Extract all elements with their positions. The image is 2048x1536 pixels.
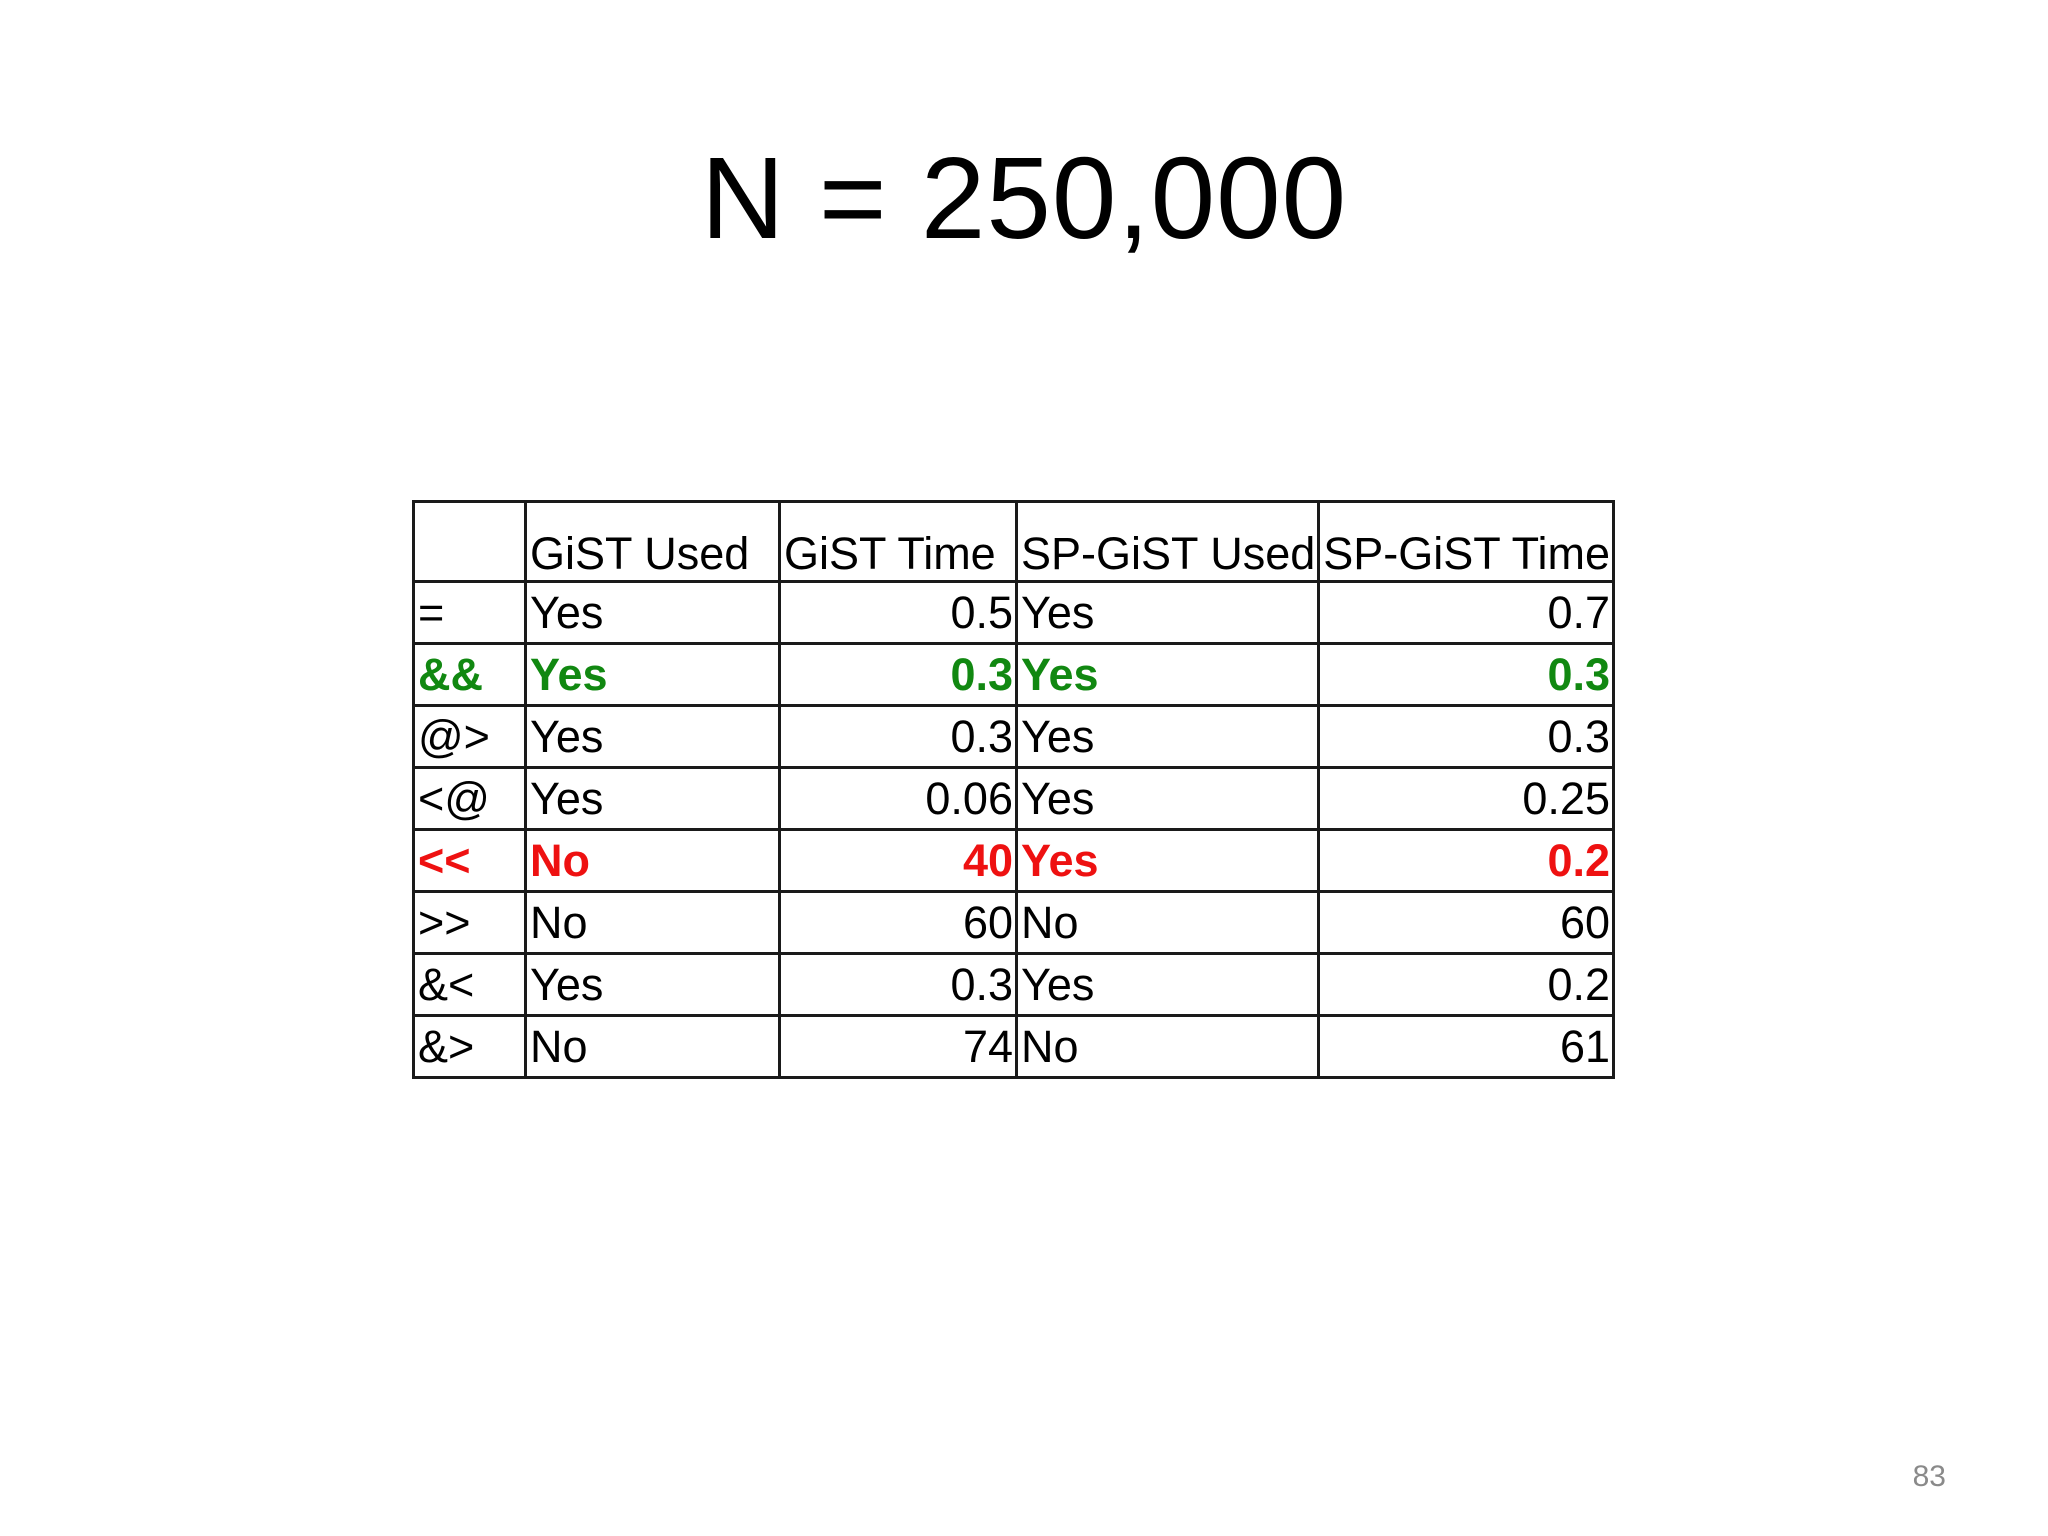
cell-spgist-time: 61 [1319, 1016, 1614, 1078]
header-cell-spgist-used: SP-GiST Used [1017, 502, 1319, 582]
cell-gist-time: 0.3 [780, 706, 1017, 768]
cell-gist-time: 0.06 [780, 768, 1017, 830]
cell-spgist-time: 0.2 [1319, 954, 1614, 1016]
cell-gist-used: Yes [526, 768, 780, 830]
cell-gist-used: No [526, 892, 780, 954]
cell-gist-time: 74 [780, 1016, 1017, 1078]
slide-number: 83 [1912, 1460, 1946, 1493]
cell-gist-time: 60 [780, 892, 1017, 954]
cell-spgist-time: 0.3 [1319, 706, 1614, 768]
table-row [414, 830, 1614, 892]
cell-gist-time: 0.3 [780, 644, 1017, 706]
cell-operator: && [414, 644, 526, 706]
cell-gist-used: Yes [526, 954, 780, 1016]
table-row [414, 954, 1614, 1016]
cell-spgist-time: 0.2 [1319, 830, 1614, 892]
table-row [414, 1016, 1614, 1078]
cell-gist-used: Yes [526, 582, 780, 644]
cell-spgist-used: Yes [1017, 644, 1319, 706]
cell-operator: = [414, 582, 526, 644]
cell-operator: << [414, 830, 526, 892]
cell-gist-time: 0.5 [780, 582, 1017, 644]
cell-spgist-used: Yes [1017, 706, 1319, 768]
table-header-row [414, 502, 1614, 582]
slide-title: N = 250,000 [700, 133, 1348, 263]
cell-spgist-used: Yes [1017, 830, 1319, 892]
cell-gist-used: Yes [526, 644, 780, 706]
table-row [414, 768, 1614, 830]
cell-spgist-time: 0.3 [1319, 644, 1614, 706]
header-cell-operator [414, 502, 526, 582]
cell-operator: <@ [414, 768, 526, 830]
cell-spgist-used: Yes [1017, 954, 1319, 1016]
cell-operator: &> [414, 1016, 526, 1078]
table-row [414, 706, 1614, 768]
cell-gist-time: 0.3 [780, 954, 1017, 1016]
cell-spgist-used: Yes [1017, 768, 1319, 830]
cell-spgist-time: 0.25 [1319, 768, 1614, 830]
cell-spgist-time: 0.7 [1319, 582, 1614, 644]
cell-gist-time: 40 [780, 830, 1017, 892]
table-body [414, 582, 1614, 1078]
cell-spgist-time: 60 [1319, 892, 1614, 954]
cell-spgist-used: Yes [1017, 582, 1319, 644]
cell-spgist-used: No [1017, 892, 1319, 954]
header-cell-gist-time: GiST Time [780, 502, 1017, 582]
cell-spgist-used: No [1017, 1016, 1319, 1078]
table-row [414, 892, 1614, 954]
cell-gist-used: No [526, 1016, 780, 1078]
header-cell-spgist-time: SP-GiST Time [1319, 502, 1614, 582]
cell-operator: >> [414, 892, 526, 954]
cell-gist-used: Yes [526, 706, 780, 768]
results-table [412, 500, 1615, 1079]
cell-operator: &< [414, 954, 526, 1016]
cell-operator: @> [414, 706, 526, 768]
header-cell-gist-used: GiST Used [526, 502, 780, 582]
table-row [414, 582, 1614, 644]
cell-gist-used: No [526, 830, 780, 892]
table-row [414, 644, 1614, 706]
